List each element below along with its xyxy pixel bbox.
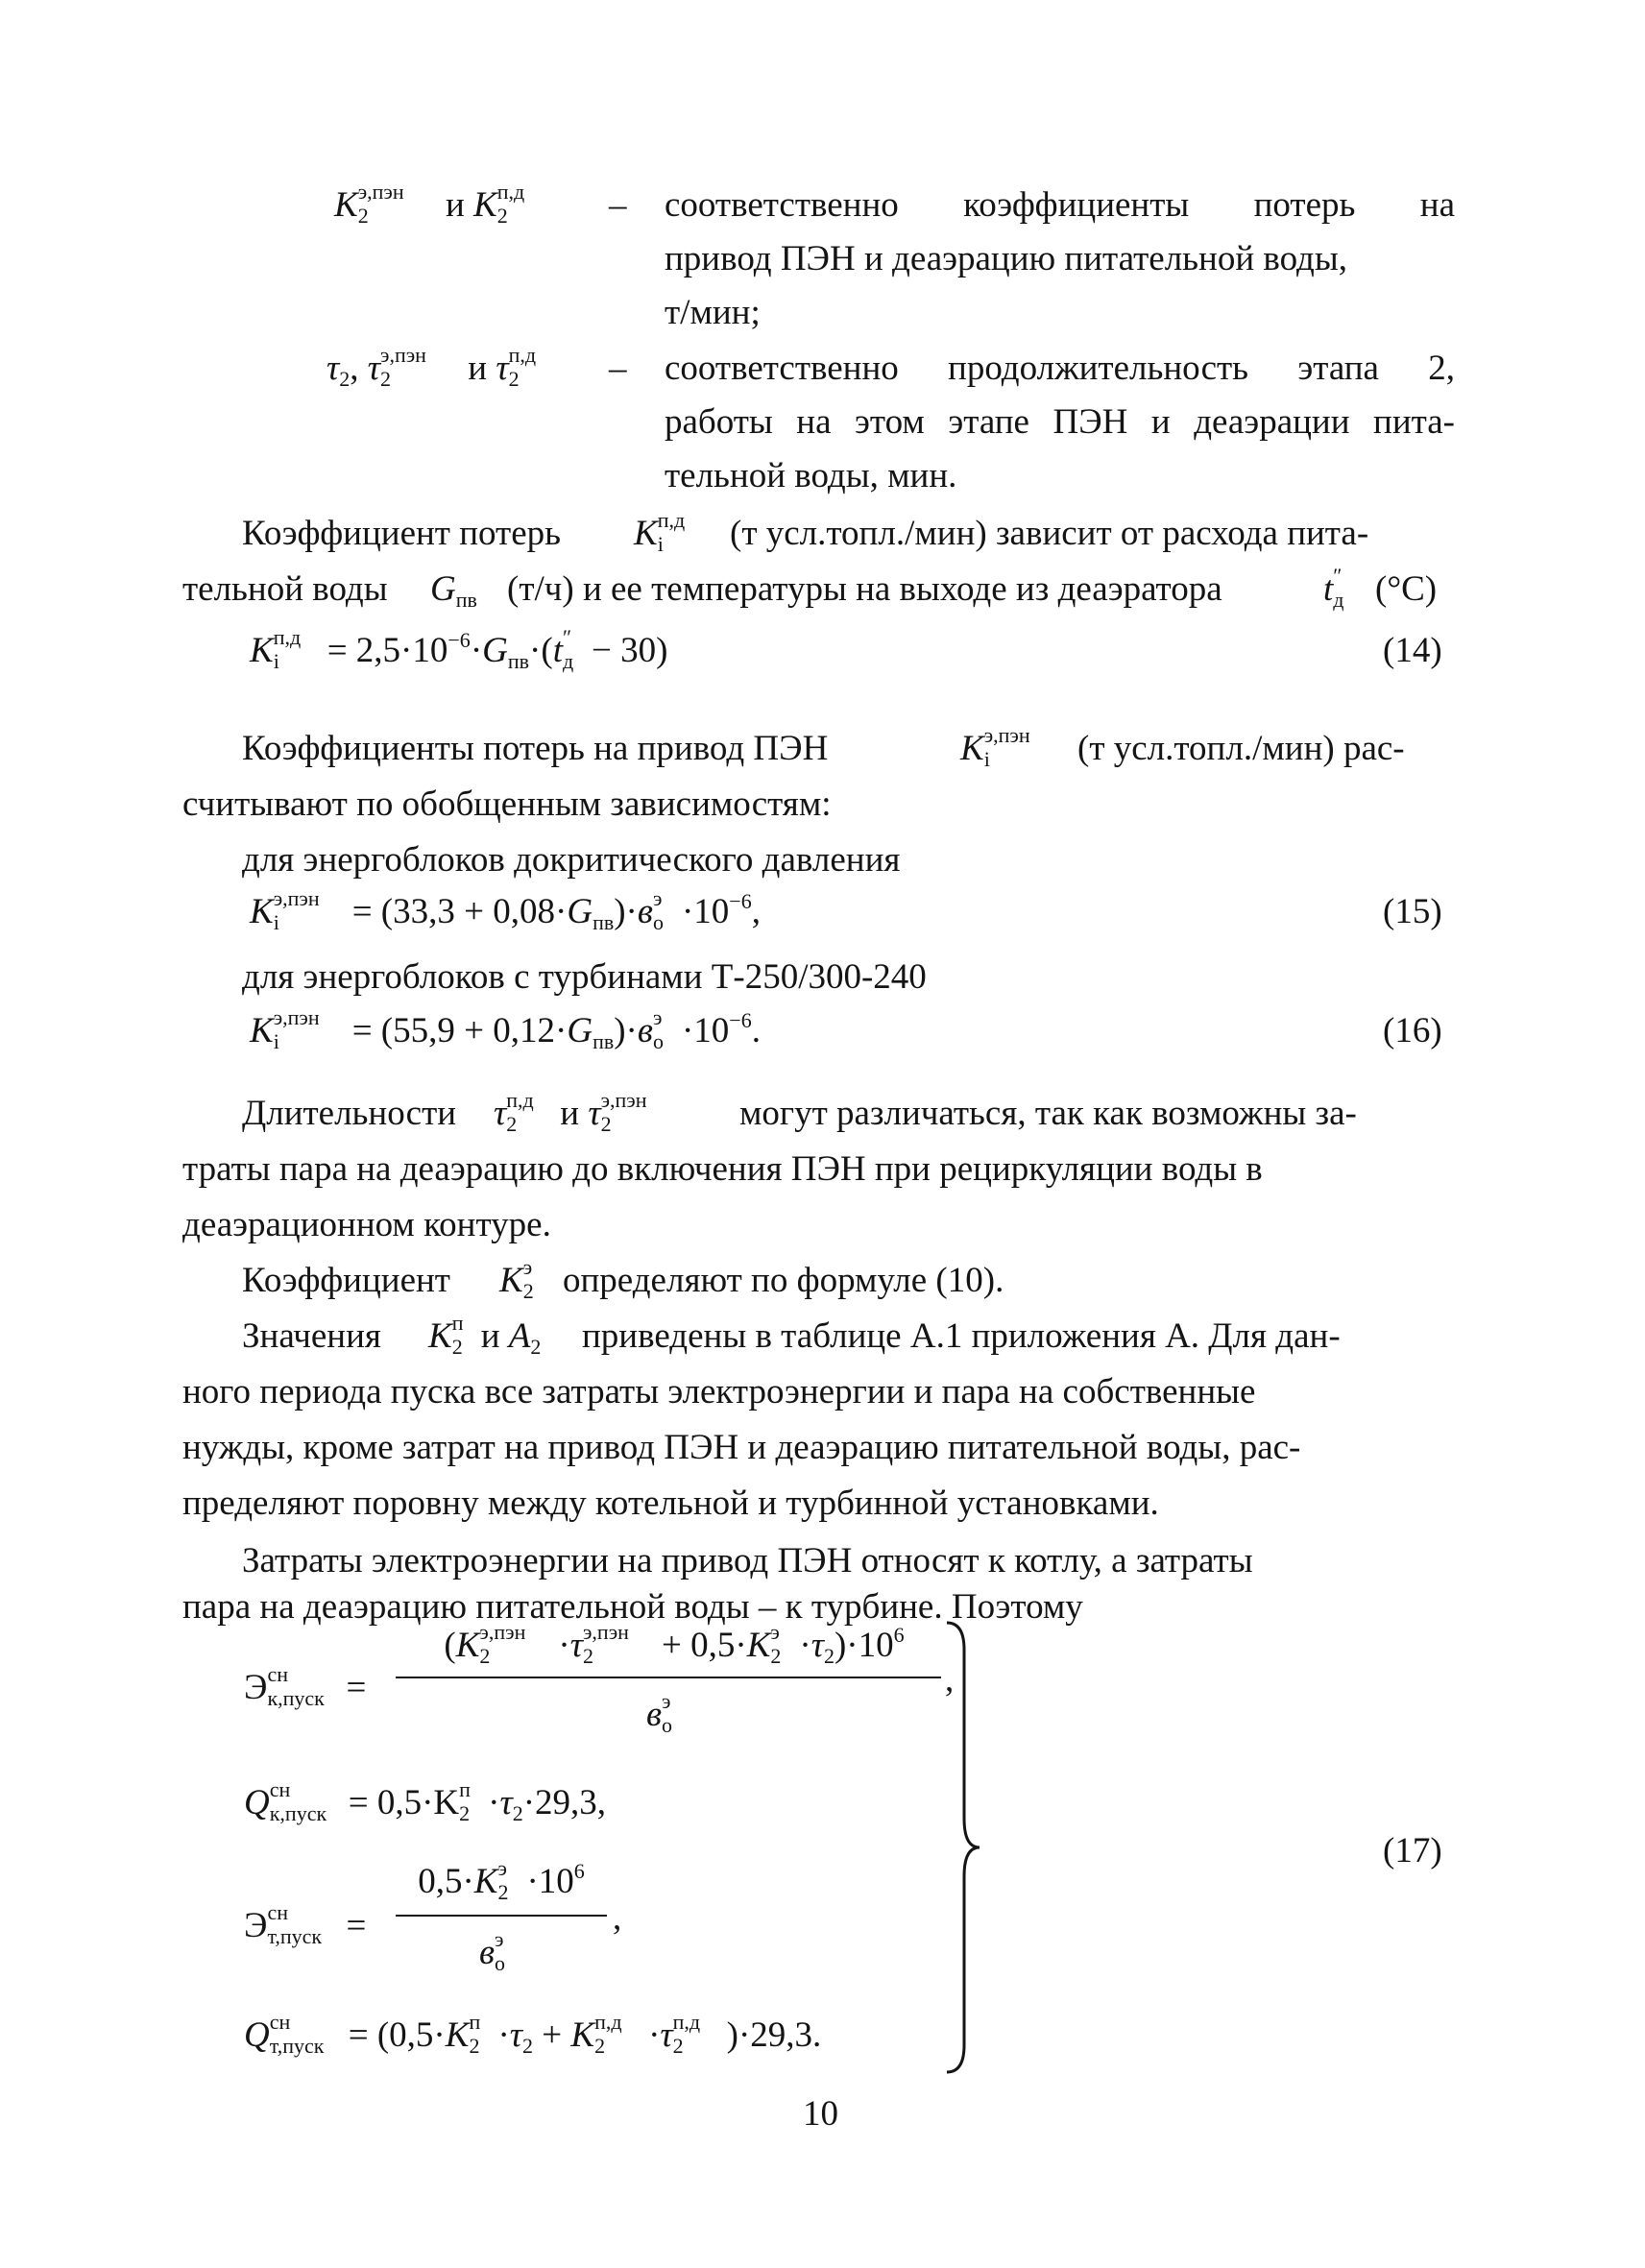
def-2-line-2: работы на этом этапе ПЭН и деаэрации пита- — [665, 402, 1455, 442]
para-k2e-b: определяют по формуле (10). — [563, 1261, 1004, 1300]
equation-15-number: (15) — [1383, 892, 1442, 931]
def-2-line-3: тельной воды, мин. — [665, 456, 957, 495]
para-costs-line-1: Затраты электроэнергии на привод ПЭН относят к котлу, а затраты — [242, 1541, 1253, 1580]
equation-17-number: (17) — [1383, 1831, 1442, 1870]
right-brace — [945, 1621, 983, 2074]
def-2-term: $\tau_2$, τ э,пэн 2 и τ п,д 2 — [327, 343, 537, 391]
para-values-line-4: пределяют поровну между котельной и турбинной установками. — [182, 1484, 1159, 1523]
symbol-g-pv: $G_{пв}$ — [430, 569, 477, 612]
para-values-line-3: нужды, кроме затрат на привод ПЭН и деаэрацию питательной воды, рас- — [182, 1428, 1301, 1467]
para-durations-line-1a: Длительности — [242, 1094, 457, 1133]
para-k-pd-line-2a: тельной воды — [182, 569, 388, 609]
para-k-pd-line-1b: (т усл.топл./мин) зависит от расхода пита- — [730, 514, 1369, 553]
eq17-row3-fraction-bar — [396, 1915, 607, 1917]
def-1-line-3: т/мин; — [665, 293, 761, 332]
para-k2e-a: Коэффициент — [242, 1261, 450, 1300]
para-k-pd-line-1a: Коэффициент потерь — [242, 514, 562, 553]
para-k-pen-line-1b: (т усл.топл./мин) рас- — [1077, 729, 1405, 768]
equation-14-number: (14) — [1383, 631, 1442, 670]
para-k-pen-line-2: считывают по обобщенным зависимостям: — [182, 784, 832, 824]
para-values-line-2: ного периода пуска все затраты электроэнергии и пара на собственные — [182, 1372, 1256, 1411]
def-1-line-1: соответственно коэффициенты потерь на — [665, 185, 1455, 225]
def-1-dash: – — [609, 185, 627, 225]
equation-16-number: (16) — [1383, 1011, 1442, 1050]
para-durations-line-1b: могут различаться, так как возможны за- — [739, 1094, 1357, 1133]
eq17-row1-numerator: (K э,пэн 2 ·τ э,пэн 2 + 0,5·K э 2 $\cdot\tau_2)\cdot 10^6$ — [444, 1620, 905, 1668]
equation-16: K э,пэн i = $(55,9 + 0,12\cdot G_{пв})\cdot в$ э о $\cdot 10^{-6}$. — [250, 1005, 761, 1053]
para-k-pd-line-2c: (°С) — [1375, 569, 1438, 609]
symbol-k2-e: K э 2 — [499, 1255, 534, 1303]
symbol-tau-durations: τ п,д 2 и τ э,пэн 2 — [494, 1088, 647, 1136]
def-2-dash: – — [609, 349, 627, 388]
label-subcritical: для энергоблоков докритического давления — [242, 840, 901, 880]
equation-15: K э,пэн i = $(33,3 + 0,08\cdot G_{пв})\cdot в$ э о $\cdot 10^{-6}$, — [250, 886, 761, 934]
eq17-row3-lhs: Э сн т,пуск = — [244, 1900, 367, 1948]
para-durations-line-3: деаэрационном контуре. — [182, 1205, 551, 1244]
symbol-k-i-pd: K п,д i — [634, 508, 686, 556]
symbol-k2p-a2: K п 2 и $A_2$ — [428, 1311, 542, 1359]
eq17-row1-comma: , — [945, 1660, 955, 1700]
page-number: 10 — [803, 2094, 838, 2134]
eq17-row1-denominator: в э о — [645, 1689, 673, 1737]
eq17-row3-comma: , — [613, 1898, 622, 1938]
def-1-line-2: привод ПЭН и деаэрацию питательной воды, — [665, 239, 1347, 278]
def-1-term: K э,пэн 2 и K п,д 2 — [334, 180, 525, 228]
para-durations-line-2: траты пара на деаэрацию до включения ПЭН при рециркуляции воды в — [182, 1149, 1263, 1189]
symbol-t-d: t ″ д — [1323, 564, 1344, 612]
eq17-row2: Q сн к,пуск = 0,5·K п 2 $\cdot\tau_2\cdot 29,3$, — [244, 1777, 607, 1825]
symbol-k-i-pen: K э,пэн i — [960, 723, 1030, 771]
equation-14: K п,д i = $2,5\cdot 10^{-6}\cdot G_{пв}\cdot(t$ ″ д − 30) — [250, 625, 668, 673]
eq17-row3-denominator: в э о — [478, 1927, 506, 1975]
para-k-pen-line-1a: Коэффициенты потерь на привод ПЭН — [242, 729, 829, 768]
eq17-row3-numerator: 0,5·K э 2 $\cdot 10^6$ — [418, 1856, 585, 1904]
eq17-row4: Q сн т,пуск = (0,5·K п 2 $\cdot\tau_2 + K$ п,д 2 ·τ п,д 2 )·29,3. — [244, 2010, 822, 2058]
para-costs-line-2: пара на деаэрацию питательной воды – к турбине. Поэтому — [182, 1587, 1083, 1627]
para-k-pd-line-2b: (т/ч) и ее температуры на выходе из деаэратора — [507, 569, 1222, 609]
eq17-row1-lhs: Э сн к,пуск = — [244, 1662, 367, 1710]
def-2-line-1: соответственно продолжительность этапа 2, — [665, 349, 1455, 388]
para-values-line-1b: приведены в таблице А.1 приложения А. Для дан- — [582, 1316, 1341, 1356]
para-values-line-1a: Значения — [242, 1316, 381, 1356]
label-t250: для энергоблоков с турбинами Т-250/300-240 — [242, 957, 927, 997]
eq17-row1-fraction-bar — [396, 1677, 941, 1678]
